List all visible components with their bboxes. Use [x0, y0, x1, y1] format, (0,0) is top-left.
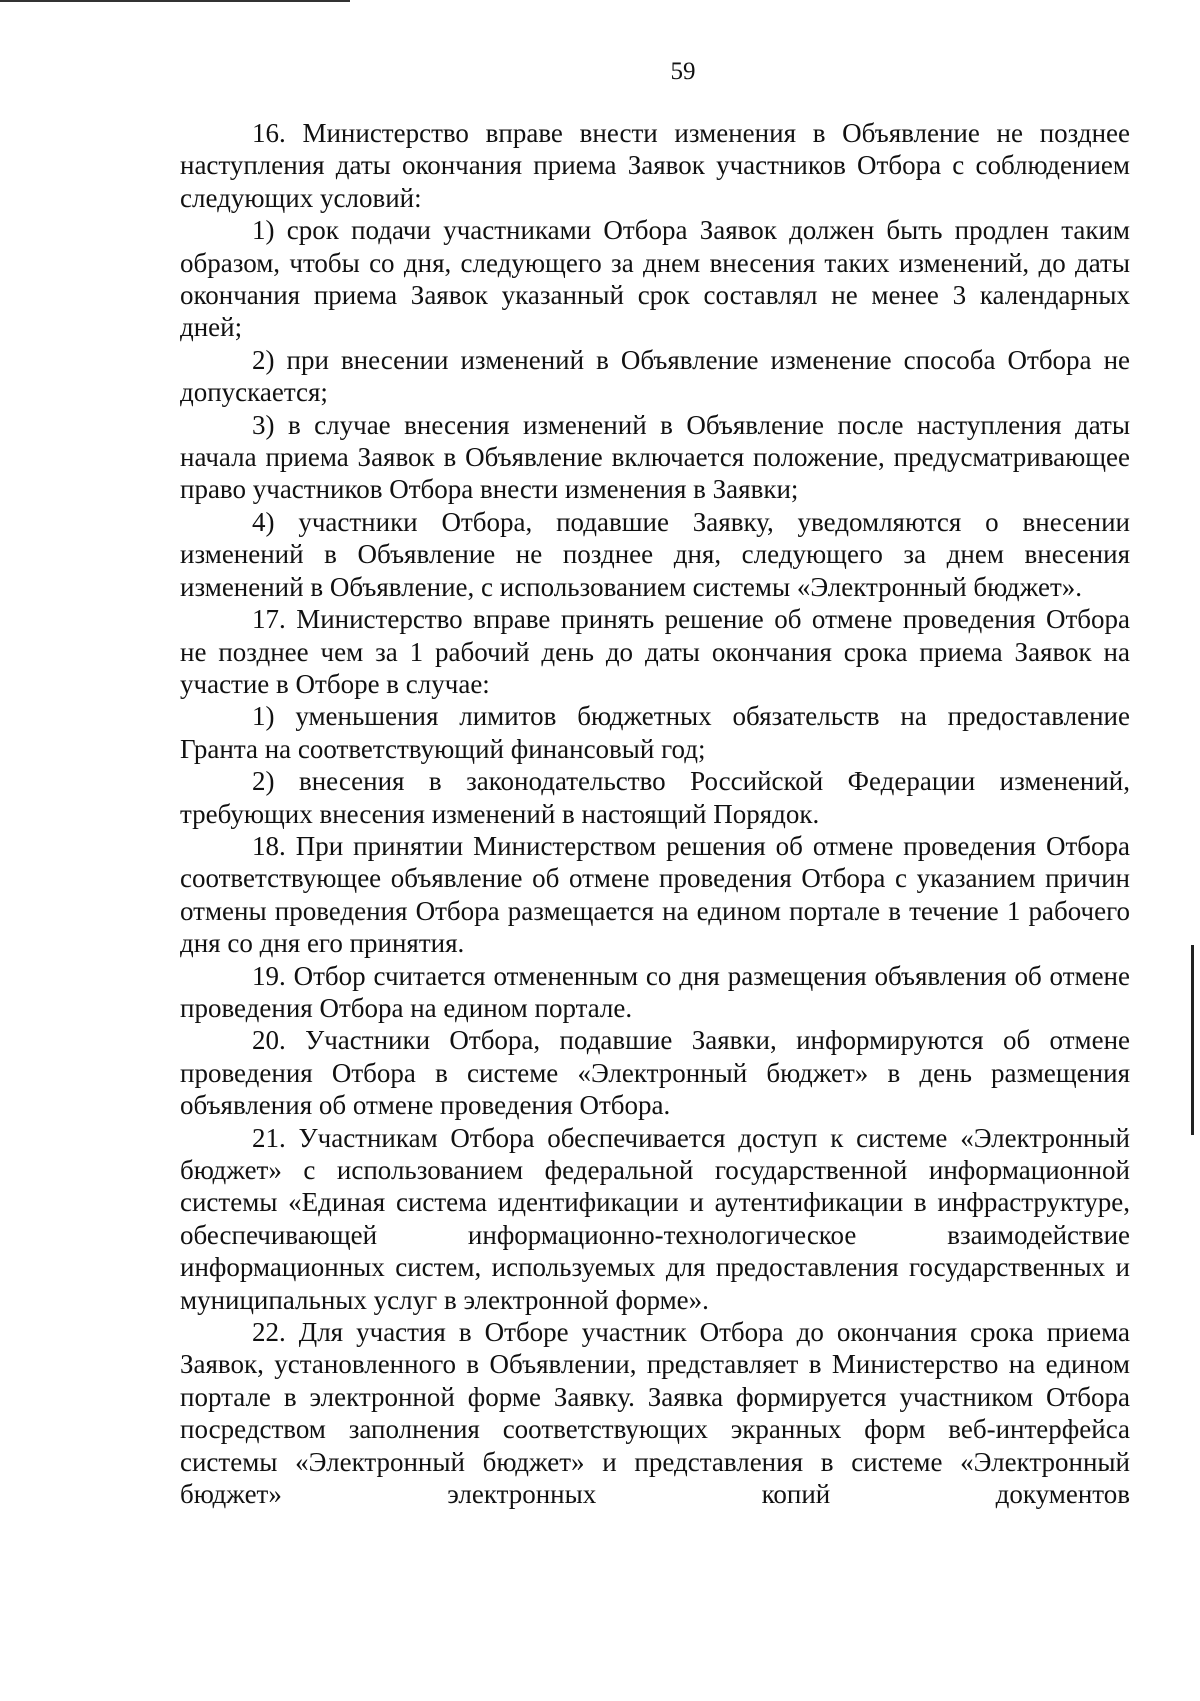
paragraph-16-item-4: 4) участники Отбора, подавшие Заявку, уведомляются о внесении изменений в Объявление не позднее дня, следующего за днем внесения изменений в Объявление, с использованием системы «Электронный бюджет». — [180, 506, 1130, 602]
page-number: 59 — [670, 58, 696, 85]
scan-edge-mark — [1191, 945, 1194, 1135]
paragraph-17-item-1: 1) уменьшения лимитов бюджетных обязательств на предоставление Гранта на соответствующий финансовый год; — [180, 701, 1130, 764]
paragraph-16-item-2: 2) при внесении изменений в Объявление изменение способа Отбора не допускается; — [180, 344, 1130, 408]
body-text — [180, 117, 1130, 1510]
paragraph-17: 17. Министерство вправе принять решение об отмене проведения Отбора не позднее чем за 1 рабочий день до даты окончания срока приема Заявок на участие в Отборе в случае: — [180, 604, 1130, 699]
paragraph-18: 18. При принятии Министерством решения об отмене проведения Отбора соответствующее объявление об отмене проведения Отбора с указанием причин отмены проведения Отбора размещается на едином портале в течение 1 рабочего дня со дня его принятия. — [180, 830, 1130, 959]
paragraph-16-item-3: 3) в случае внесения изменений в Объявление после наступления даты начала приема Заявок в Объявление включается положение, предусматривающее право участников Отбора внести изменения в Заявки; — [180, 409, 1130, 505]
paragraph-16: 16. Министерство вправе внести изменения в Объявление не позднее наступления даты окончания приема Заявок участников Отбора с соблюдением следующих условий: — [180, 118, 1130, 213]
paragraph-16-item-1: 1) срок подачи участниками Отбора Заявок должен быть продлен таким образом, чтобы со дня, следующего за днем внесения таких изменений, до даты окончания приема Заявок указанный срок составлял не менее 3 календарных дней; — [180, 215, 1130, 343]
scan-edge-line — [0, 0, 350, 2]
paragraph-21: 21. Участникам Отбора обеспечивается доступ к системе «Электронный бюджет» с использованием федеральной государственной информационной системы «Единая система идентификации и аутентификации в инфраструктуре, обеспечивающей информационно-технологическое взаимодействие информационных систем, используемых для предоставления государственных и муниципальных услуг в электронной форме». — [180, 1122, 1130, 1315]
paragraph-20: 20. Участники Отбора, подавшие Заявки, информируются об отмене проведения Отбора в системе «Электронный бюджет» в день размещения объявления об отмене проведения Отбора. — [180, 1025, 1130, 1121]
paragraph-17-item-2: 2) внесения в законодательство Российской Федерации изменений, требующих внесения изменений в настоящий Порядок. — [180, 766, 1130, 829]
paragraph-22: 22. Для участия в Отборе участник Отбора до окончания срока приема Заявок, установленного в Объявлении, представляет в Министерство на едином портале в электронной форме Заявку. Заявка формируется участником Отбора посредством заполнения соответствующих экранных форм веб-интерфейса системы «Электронный бюджет» и представления в системе «Электронный бюджет» электронных копий документов — [180, 1317, 1130, 1510]
paragraph-19: 19. Отбор считается отмененным со дня размещения объявления об отмене проведения Отбора на едином портале. — [180, 960, 1130, 1023]
